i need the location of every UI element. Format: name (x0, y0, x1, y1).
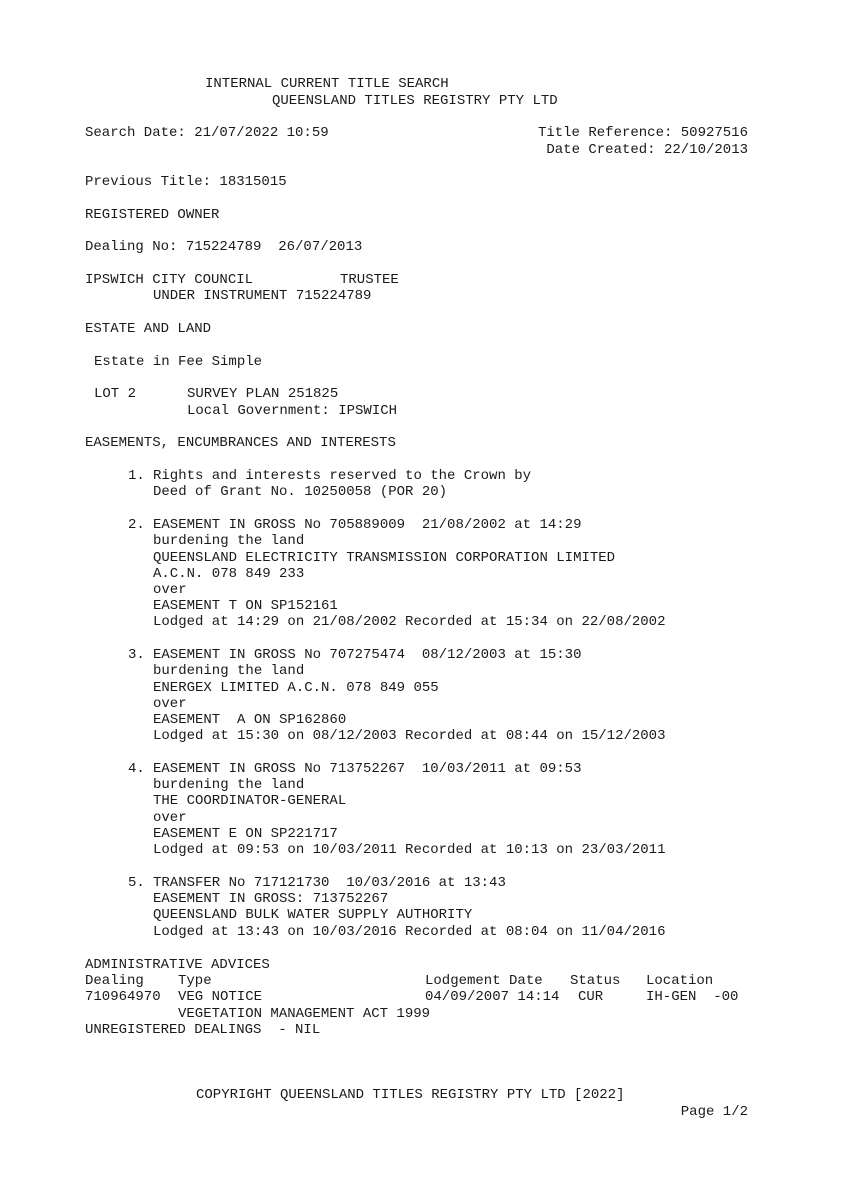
date-created: Date Created: 22/10/2013 (546, 142, 748, 158)
owner-instrument: UNDER INSTRUMENT 715224789 (153, 288, 372, 304)
easement-item-line: QUEENSLAND ELECTRICITY TRANSMISSION CORPORATION LIMITED (153, 550, 616, 566)
advice-lodgement-date: 04/09/2007 14:14 (425, 989, 560, 1005)
easement-item-number: 5. (128, 875, 145, 891)
easement-item-line: EASEMENT IN GROSS No 707275474 08/12/2003 at 15:30 (153, 647, 582, 663)
easement-item-line: Lodged at 09:53 on 10/03/2011 Recorded at 10:13 on 23/03/2011 (153, 842, 666, 858)
search-date: Search Date: 21/07/2022 10:59 (85, 125, 329, 141)
advice-detail: VEGETATION MANAGEMENT ACT 1999 (178, 1006, 431, 1022)
easement-item-line: over (153, 582, 187, 598)
survey-plan: SURVEY PLAN 251825 (187, 386, 339, 402)
registered-owner-heading: REGISTERED OWNER (85, 207, 220, 223)
advice-type: VEG NOTICE (178, 989, 263, 1005)
local-government: Local Government: IPSWICH (187, 403, 398, 419)
easement-item-line: over (153, 696, 187, 712)
owner-capacity: TRUSTEE (340, 272, 399, 288)
document-title: INTERNAL CURRENT TITLE SEARCH (205, 76, 449, 92)
advice-location: IH-GEN -00 (646, 989, 739, 1005)
easement-item-line: EASEMENT IN GROSS: 713752267 (153, 891, 389, 907)
owner-dealing-number: Dealing No: 715224789 26/07/2013 (85, 239, 363, 255)
easement-item-line: Lodged at 15:30 on 08/12/2003 Recorded at 08:44 on 15/12/2003 (153, 728, 666, 744)
easement-item-line: Lodged at 13:43 on 10/03/2016 Recorded at 08:04 on 11/04/2016 (153, 924, 666, 940)
easement-item-line: QUEENSLAND BULK WATER SUPPLY AUTHORITY (153, 907, 473, 923)
easement-item-line: ENERGEX LIMITED A.C.N. 078 849 055 (153, 680, 439, 696)
easement-item-line: Rights and interests reserved to the Crown by (153, 468, 532, 484)
column-header-status: Status (570, 973, 621, 989)
easement-item-line: EASEMENT IN GROSS No 713752267 10/03/2011 at 09:53 (153, 761, 582, 777)
easement-item-number: 3. (128, 647, 145, 663)
registry-name: QUEENSLAND TITLES REGISTRY PTY LTD (272, 93, 558, 109)
column-header-type: Type (178, 973, 212, 989)
advice-dealing: 710964970 (85, 989, 161, 1005)
easement-item-line: EASEMENT IN GROSS No 705889009 21/08/2002 at 14:29 (153, 517, 582, 533)
easement-item-line: burdening the land (153, 533, 305, 549)
column-header-location: Location (646, 973, 714, 989)
unregistered-dealings: UNREGISTERED DEALINGS - NIL (85, 1022, 321, 1038)
administrative-advices-heading: ADMINISTRATIVE ADVICES (85, 957, 270, 973)
easement-item-line: EASEMENT A ON SP162860 (153, 712, 347, 728)
easement-item-number: 4. (128, 761, 145, 777)
easement-item-line: EASEMENT E ON SP221717 (153, 826, 338, 842)
previous-title: Previous Title: 18315015 (85, 174, 287, 190)
easement-item-line: over (153, 810, 187, 826)
estate-and-land-heading: ESTATE AND LAND (85, 321, 212, 337)
easement-item-line: THE COORDINATOR-GENERAL (153, 793, 347, 809)
easement-item-line: Deed of Grant No. 10250058 (POR 20) (153, 484, 448, 500)
easement-item-line: EASEMENT T ON SP152161 (153, 598, 338, 614)
easement-item-line: Lodged at 14:29 on 21/08/2002 Recorded at 15:34 on 22/08/2002 (153, 614, 666, 630)
advice-status: CUR (578, 989, 604, 1005)
owner-name: IPSWICH CITY COUNCIL (85, 272, 254, 288)
column-header-lodgement-date: Lodgement Date (425, 973, 543, 989)
easements-heading: EASEMENTS, ENCUMBRANCES AND INTERESTS (85, 435, 396, 451)
easement-item-line: A.C.N. 078 849 233 (153, 566, 305, 582)
copyright-notice: COPYRIGHT QUEENSLAND TITLES REGISTRY PTY LTD [2022] (196, 1087, 625, 1103)
easement-item-line: TRANSFER No 717121730 10/03/2016 at 13:43 (153, 875, 506, 891)
estate-type: Estate in Fee Simple (94, 354, 263, 370)
title-reference: Title Reference: 50927516 (537, 125, 748, 141)
easement-item-number: 1. (128, 468, 145, 484)
page-number: Page 1/2 (680, 1104, 748, 1120)
easement-item-number: 2. (128, 517, 145, 533)
easement-item-line: burdening the land (153, 663, 305, 679)
column-header-dealing: Dealing (85, 973, 144, 989)
easement-item-line: burdening the land (153, 777, 305, 793)
lot-number: LOT 2 (94, 386, 137, 402)
